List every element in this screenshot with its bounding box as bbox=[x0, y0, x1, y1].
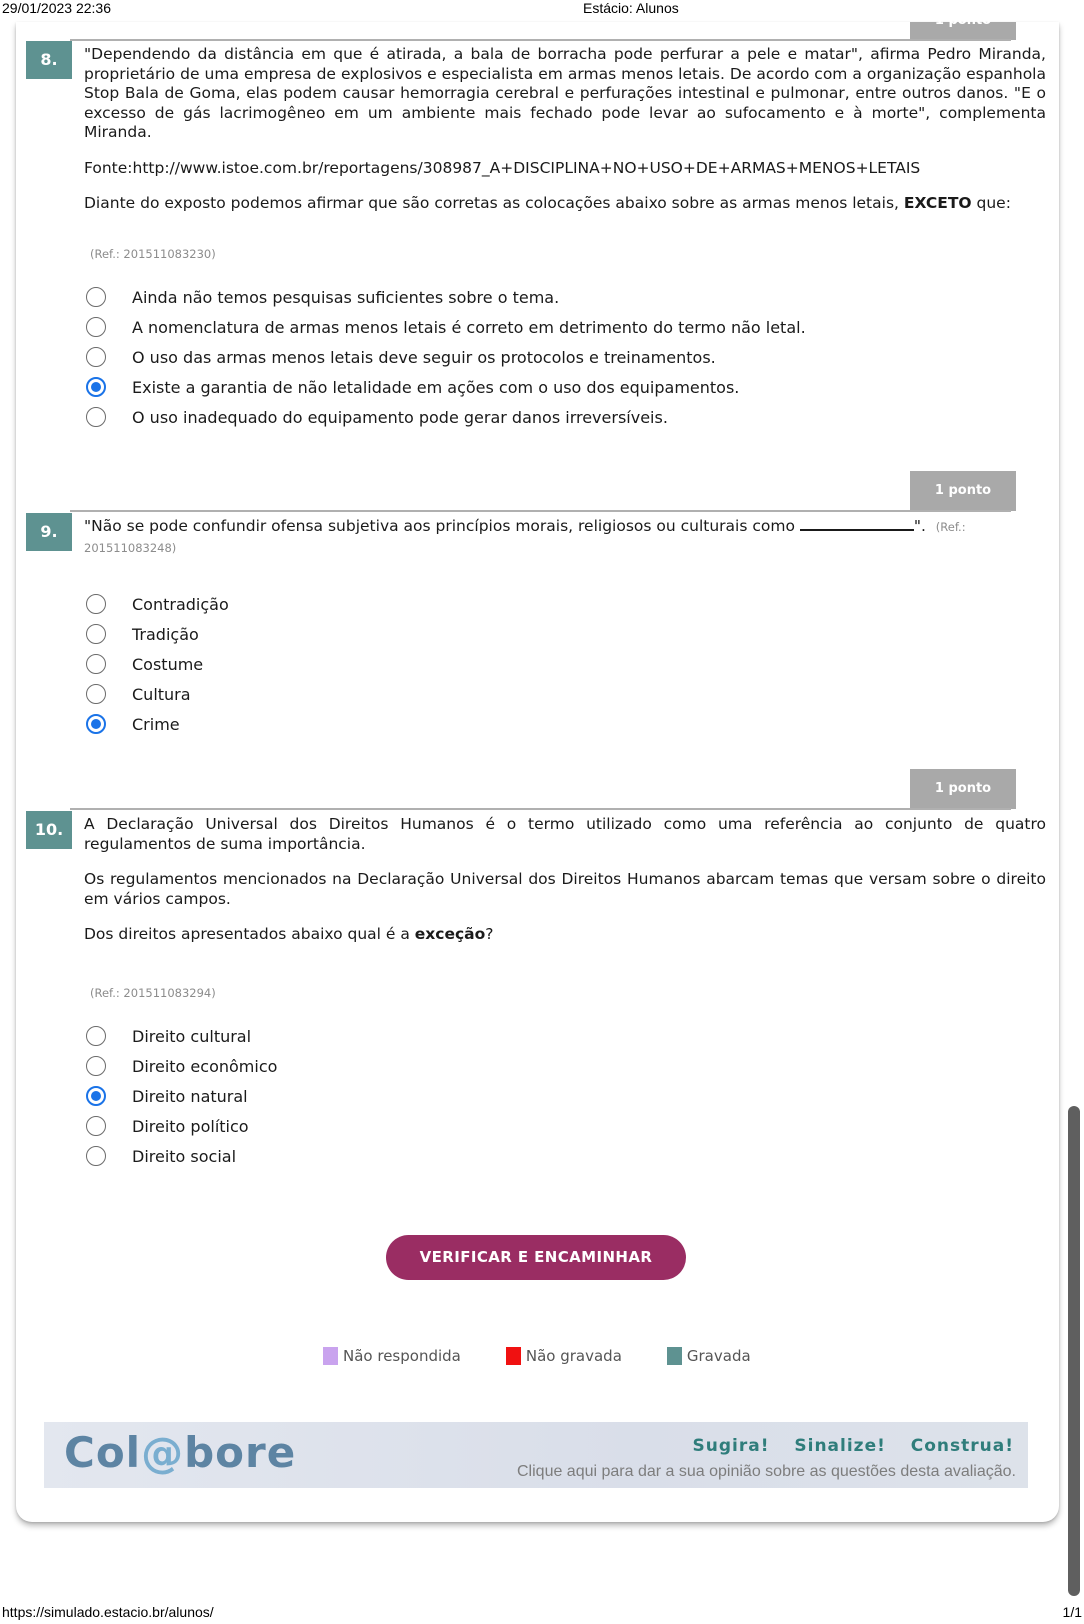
question-10-paragraph: Os regulamentos mencionados na Declaração Universal dos Direitos Humanos abarcam temas que versam sobre o direito em vários campos. bbox=[84, 870, 1046, 908]
question-divider bbox=[70, 808, 1011, 810]
radio-button[interactable] bbox=[86, 407, 106, 427]
option-q10-5[interactable]: Direito social bbox=[86, 1141, 277, 1171]
question-number-badge: 10. bbox=[26, 811, 72, 849]
radio-button[interactable] bbox=[86, 624, 106, 644]
question-9-options bbox=[86, 589, 229, 739]
print-footer bbox=[0, 1604, 1084, 1624]
question-10-text bbox=[84, 815, 1046, 961]
points-tab-q8: 1 ponto bbox=[910, 22, 1016, 40]
question-10-prompt: Dos direitos apresentados abaixo qual é a exceção? bbox=[84, 925, 494, 943]
question-divider bbox=[70, 39, 1011, 41]
radio-button[interactable] bbox=[86, 654, 106, 674]
radio-button-selected[interactable] bbox=[86, 714, 106, 734]
option-q9-1[interactable]: Contradição bbox=[86, 589, 229, 619]
option-q10-3[interactable]: Direito natural bbox=[86, 1081, 277, 1111]
question-9-text: "Não se pode confundir ofensa subjetiva aos princípios morais, religiosos ou culturais como ". (Ref.: 201511083248) bbox=[84, 517, 966, 555]
option-q9-2[interactable]: Tradição bbox=[86, 619, 229, 649]
question-8-text bbox=[84, 45, 1046, 230]
print-header bbox=[0, 0, 1084, 18]
question-number-badge: 8. bbox=[26, 41, 72, 79]
print-page-title: Estácio: Alunos bbox=[583, 0, 679, 16]
radio-button[interactable] bbox=[86, 347, 106, 367]
radio-button-selected[interactable] bbox=[86, 1086, 106, 1106]
radio-button[interactable] bbox=[86, 594, 106, 614]
question-10-paragraph: A Declaração Universal dos Direitos Humanos é o termo utilizado como uma referência ao conjunto de quatro regulamentos de suma importância. bbox=[84, 815, 1046, 853]
fill-in-blank bbox=[800, 517, 914, 531]
signal-link[interactable]: Sinalize! bbox=[794, 1436, 886, 1456]
option-q10-4[interactable]: Direito político bbox=[86, 1111, 277, 1141]
option-q8-1[interactable]: Ainda não temos pesquisas suficientes sobre o tema. bbox=[86, 282, 806, 312]
legend-swatch bbox=[323, 1347, 338, 1365]
suggest-link[interactable]: Sugira! bbox=[692, 1436, 770, 1456]
legend-item-unanswered: Não respondida bbox=[323, 1347, 461, 1365]
option-q9-3[interactable]: Costume bbox=[86, 649, 229, 679]
option-q10-2[interactable]: Direito econômico bbox=[86, 1051, 277, 1081]
question-number-badge: 9. bbox=[26, 513, 72, 551]
scrollbar-thumb[interactable] bbox=[1068, 1106, 1080, 1596]
question-10-ref: (Ref.: 201511083294) bbox=[90, 986, 216, 1000]
question-divider bbox=[70, 510, 1011, 512]
print-url: https://simulado.estacio.br/alunos/ bbox=[2, 1604, 214, 1620]
option-q9-5[interactable]: Crime bbox=[86, 709, 229, 739]
option-q8-4[interactable]: Existe a garantia de não letalidade em ações com o uso dos equipamentos. bbox=[86, 372, 806, 402]
colabore-feedback-banner[interactable] bbox=[44, 1422, 1028, 1488]
radio-button[interactable] bbox=[86, 1026, 106, 1046]
option-q8-2[interactable]: A nomenclatura de armas menos letais é correto em detrimento do termo não letal. bbox=[86, 312, 806, 342]
legend-swatch bbox=[667, 1347, 682, 1365]
radio-button[interactable] bbox=[86, 287, 106, 307]
question-8-source: Fonte:http://www.istoe.com.br/reportagens/308987_A+DISCIPLINA+NO+USO+DE+ARMAS+MENOS+LETAIS bbox=[84, 158, 921, 177]
question-8-prompt: Diante do exposto podemos afirmar que são corretas as colocações abaixo sobre as armas menos letais, EXCETO que: bbox=[84, 194, 1011, 212]
points-tab-q10: 1 ponto bbox=[910, 769, 1016, 809]
print-date: 29/01/2023 22:36 bbox=[2, 0, 111, 16]
radio-button-selected[interactable] bbox=[86, 377, 106, 397]
radio-button[interactable] bbox=[86, 1056, 106, 1076]
build-link[interactable]: Construa! bbox=[910, 1436, 1014, 1456]
option-q8-3[interactable]: O uso das armas menos letais deve seguir os protocolos e treinamentos. bbox=[86, 342, 806, 372]
question-8-options bbox=[86, 282, 806, 432]
question-10-options bbox=[86, 1021, 277, 1171]
radio-button[interactable] bbox=[86, 684, 106, 704]
option-q10-1[interactable]: Direito cultural bbox=[86, 1021, 277, 1051]
legend-item-unsaved: Não gravada bbox=[506, 1347, 622, 1365]
option-q9-4[interactable]: Cultura bbox=[86, 679, 229, 709]
legend-item-saved: Gravada bbox=[667, 1347, 751, 1365]
answer-status-legend bbox=[323, 1347, 796, 1365]
radio-button[interactable] bbox=[86, 1146, 106, 1166]
option-q8-5[interactable]: O uso inadequado do equipamento pode gerar danos irreversíveis. bbox=[86, 402, 806, 432]
question-8-paragraph: "Dependendo da distância em que é atirada, a bala de borracha pode perfurar a pele e matar", afirma Pedro Miranda, proprietário de uma empresa de explosivos e especialista em armas menos letais. De acordo com a organização espanhola Stop Bala de Goma, elas podem causar hemorragia cerebral e perfurações intestinal e pulmonar, entre outros danos. "E o excesso de gás lacrimogêneo em um ambiente mais fechado pode levar ao sufocamento e à morte", complementa Miranda. bbox=[84, 45, 1046, 141]
question-8-ref: (Ref.: 201511083230) bbox=[90, 247, 216, 261]
print-page-number: 1/1 bbox=[1062, 1604, 1082, 1620]
points-tab-q9: 1 ponto bbox=[910, 471, 1016, 511]
colabore-links bbox=[675, 1436, 1015, 1456]
radio-button[interactable] bbox=[86, 1116, 106, 1136]
colabore-logo: Col@bore bbox=[64, 1428, 297, 1477]
legend-swatch bbox=[506, 1347, 521, 1365]
colabore-subtitle-link[interactable]: Clique aqui para dar a sua opinião sobre as questões desta avaliação. bbox=[517, 1463, 1016, 1480]
question-9-ref: (Ref.: 201511083248) bbox=[84, 520, 966, 555]
radio-button[interactable] bbox=[86, 317, 106, 337]
verify-and-submit-button[interactable]: VERIFICAR E ENCAMINHAR bbox=[386, 1235, 686, 1280]
